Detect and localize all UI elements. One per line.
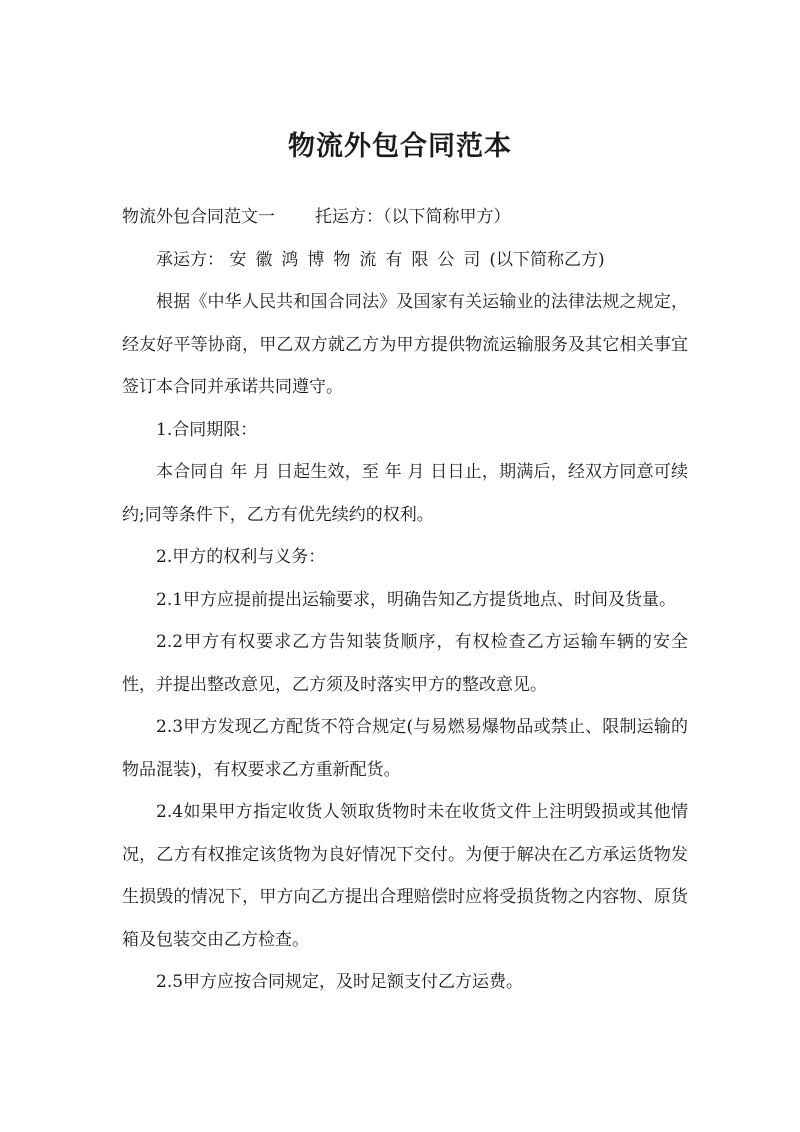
clause-2-2: 2.2甲方有权要求乙方告知装货顺序，有权检查乙方运输车辆的安全性，并提出整改意见，乙方须及时落实甲方的整改意见。 — [122, 632, 688, 695]
carrier-name: 安徽鸿博物流有限公司 — [229, 249, 490, 270]
consignor-line: 托运方：（以下简称甲方） — [315, 207, 511, 227]
section-2-heading: 2.甲方的权利与义务： — [156, 547, 326, 567]
carrier-label: 承运方： — [156, 249, 224, 270]
document-title: 物流外包合同范本 — [288, 131, 512, 162]
clause-2-1: 2.1甲方应提前提出运输要求，明确告知乙方提货地点、时间及货量。 — [156, 589, 677, 610]
clause-2-3: 2.3甲方发现乙方配货不符合规定(与易燃易爆物品或禁止、限制运输的物品混装)，有权要求乙方重新配货。 — [122, 717, 688, 780]
section-1-heading: 1.合同期限： — [156, 419, 258, 440]
carrier-suffix: (以下简称乙方) — [489, 249, 605, 270]
document-body — [122, 196, 688, 1004]
preamble-paragraph: 根据《中华人民共和国合同法》及国家有关运输业的法律法规之规定，经友好平等协商，甲乙双方就乙方为甲方提供物流运输服务及其它相关事宜签订本合同并承诺共同遵守。 — [122, 292, 688, 397]
clause-2-4: 2.4如果甲方指定收货人领取货物时未在收货文件上注明毁损或其他情况，乙方有权推定该货物为良好情况下交付。为便于解决在乙方承运货物发生损毁的情况下，甲方向乙方提出合理赔偿时应将受损货物之内容物、原货箱及包装交由乙方检查。 — [122, 802, 688, 950]
carrier-line — [122, 239, 688, 282]
clause-2-5: 2.5甲方应按合同规定，及时足额支付乙方运费。 — [156, 972, 524, 992]
doc-label: 物流外包合同范文一 — [122, 207, 275, 227]
section-1-paragraph: 本合同自 年 月 日起生效，至 年 月 日日止，期满后，经双方同意可续约;同等条件下，乙方有优先续约的权利。 — [122, 462, 688, 525]
intro-line — [122, 196, 688, 239]
